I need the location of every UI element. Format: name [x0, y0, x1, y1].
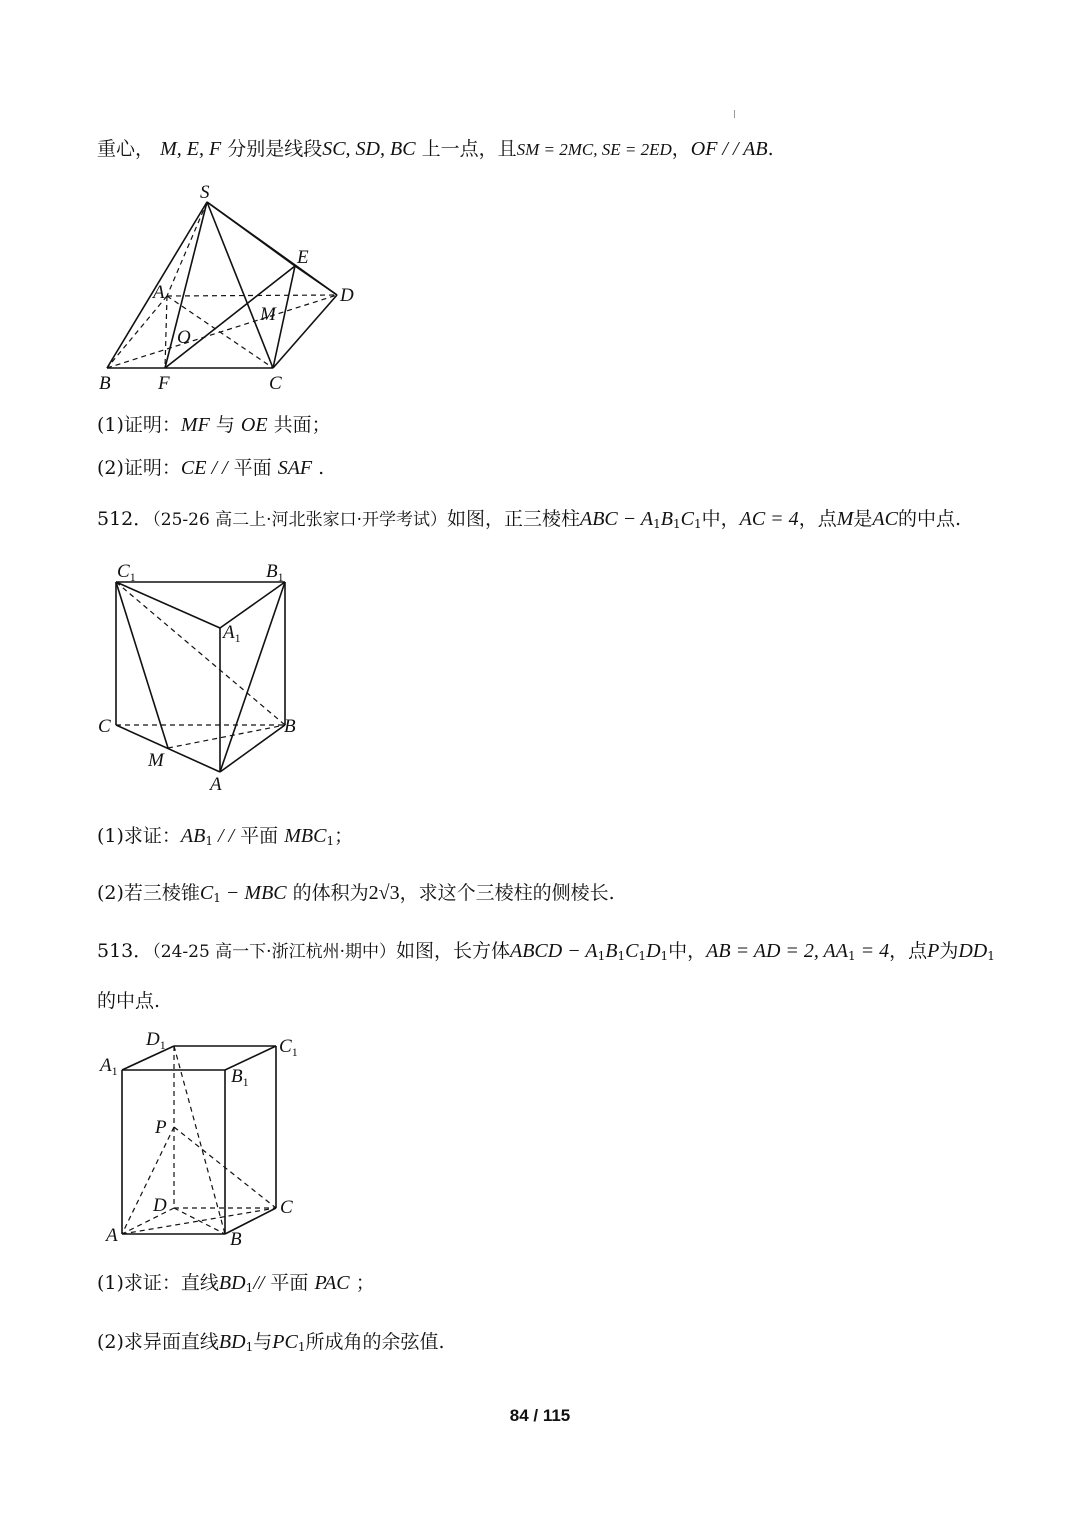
label-C: C	[98, 716, 111, 737]
label-B: B	[99, 373, 111, 394]
label-A: A	[210, 774, 222, 795]
label-E: E	[297, 247, 309, 268]
problem-513-line2: 的中点.	[97, 990, 161, 1012]
label-O: O	[177, 327, 191, 348]
label-P: P	[155, 1117, 167, 1138]
figure-box	[95, 1025, 315, 1253]
label-C1: $C_1$	[279, 1036, 298, 1059]
label-D: D	[340, 285, 354, 306]
label-D1: $D_1$	[146, 1029, 166, 1052]
label-A1: $A_1$	[223, 622, 241, 645]
q513-1: (1)求证：直线$BD_1//$ 平面 PAC ；	[97, 1272, 375, 1295]
label-B: B	[230, 1229, 242, 1250]
problem-513-header: 513．（24-25 高一下·浙江杭州·期中）如图，长方体ABCD − $A_1B_1C_1D_1$中，AB = AD = 2, $AA_1 = 4$，点P为$DD_1$	[97, 940, 995, 963]
page-number: 84 / 115	[509, 1406, 571, 1425]
label-C: C	[280, 1197, 293, 1218]
q512-2: (2)若三棱锥$C_1$ − MBC 的体积为2√3，求这个三棱柱的侧棱长.	[97, 882, 615, 905]
problem-512-header: 512．（25-26 高二上·河北张家口·开学考试）如图，正三棱柱ABC − $A_1B_1C_1$中，AC = 4，点M是AC的中点.	[97, 508, 961, 531]
figure-prism	[95, 555, 315, 800]
label-M: M	[260, 304, 276, 325]
q512-1: (1)求证：$AB_1$ / / 平面 $MBC_1$；	[97, 825, 354, 848]
label-S: S	[200, 182, 210, 203]
q513-2: (2)求异面直线$BD_1$与$PC_1$所成角的余弦值.	[97, 1331, 445, 1354]
q511-2: (2)证明：CE / / 平面 SAF .	[97, 457, 325, 479]
label-F: F	[158, 373, 170, 394]
label-B1: $B_1$	[266, 561, 284, 584]
label-A1: $A_1$	[100, 1055, 118, 1078]
label-D: D	[153, 1195, 167, 1216]
label-C: C	[269, 373, 282, 394]
page-mark	[734, 110, 735, 118]
label-B: B	[284, 716, 296, 737]
label-B1: $B_1$	[231, 1066, 249, 1089]
label-A: A	[106, 1225, 118, 1246]
figure-pyramid	[95, 180, 375, 395]
label-A: A	[153, 282, 165, 303]
label-C1: $C_1$	[117, 561, 136, 584]
intro-line: 重心， M, E, F 分别是线段SC, SD, BC 上一点，且SM = 2MC, SE = 2ED，OF / / AB.	[97, 138, 774, 160]
label-M: M	[148, 750, 164, 771]
q511-1: (1)证明：MF 与 OE 共面；	[97, 414, 331, 436]
